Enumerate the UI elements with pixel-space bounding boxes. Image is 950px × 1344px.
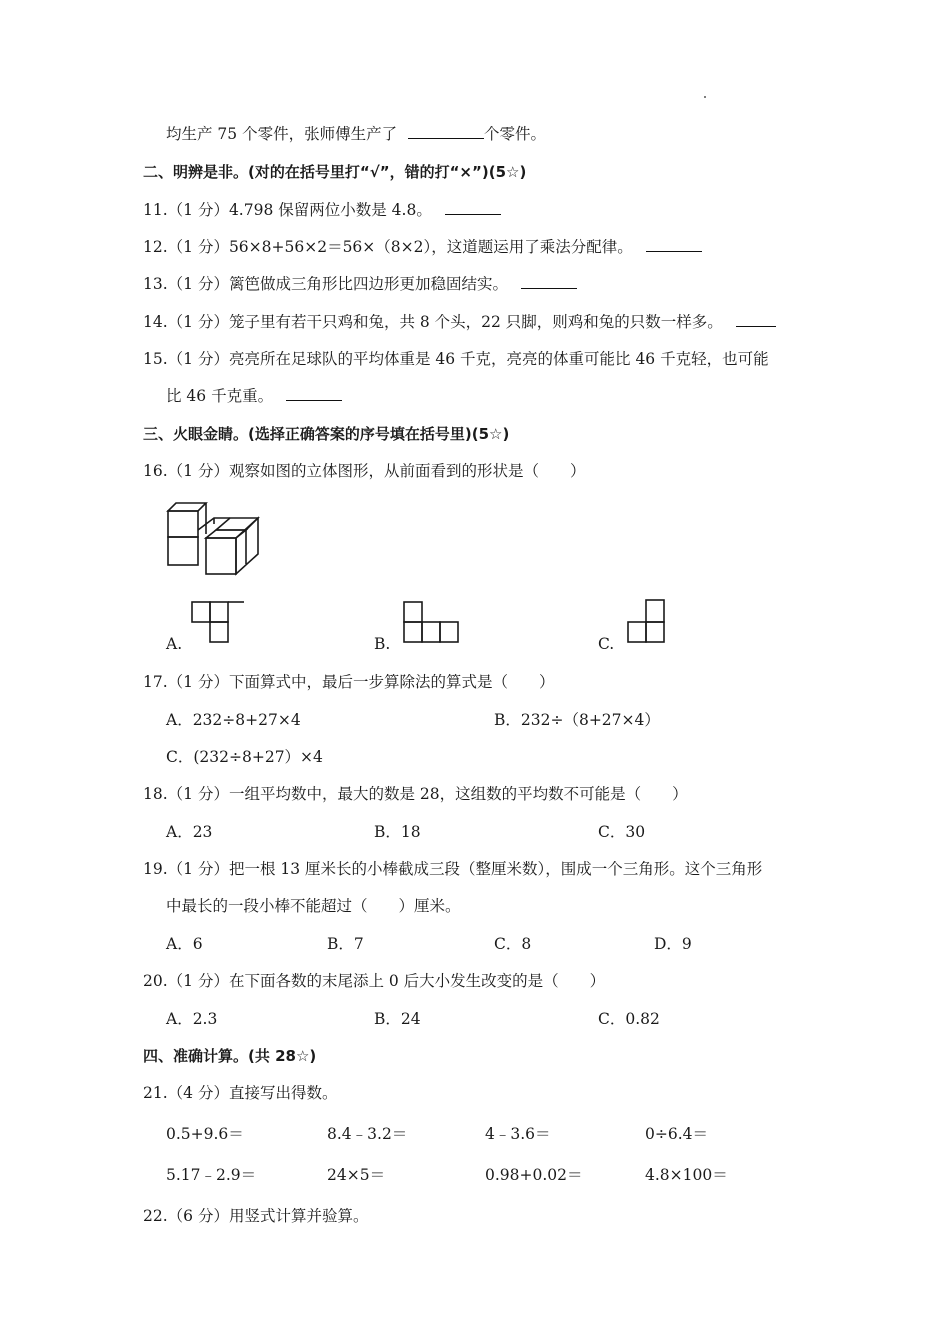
section-4-title: 四、准确计算。(共 28☆)	[143, 1047, 317, 1065]
question-20: 20.（1 分）在下面各数的末尾添上 0 后大小发生改变的是（ ）	[143, 972, 606, 990]
grid-cell	[628, 622, 646, 642]
question-11	[143, 200, 501, 220]
q20-option-b[interactable]: B．24	[374, 1010, 421, 1028]
grid-cell	[404, 602, 422, 622]
q18-option-b[interactable]: B．18	[374, 823, 421, 841]
calc-item[interactable]: 5.17﹣2.9＝	[166, 1166, 257, 1184]
question-15-line2	[166, 386, 342, 406]
question-12	[143, 237, 702, 257]
q20-option-c[interactable]: C．0.82	[598, 1010, 660, 1028]
question-21: 21.（4 分）直接写出得数。	[143, 1084, 338, 1102]
q19-option-a[interactable]: A．6	[166, 935, 203, 953]
q13-text: 13.（1 分）篱笆做成三角形比四边形更加稳固结实。	[143, 275, 508, 293]
cube-top-face	[168, 503, 206, 511]
grid-cell	[422, 622, 440, 642]
q16-option-c-shape[interactable]	[626, 598, 670, 646]
q11-answer-blank[interactable]	[445, 200, 501, 215]
grid-cell	[210, 622, 228, 642]
q16-option-a-shape[interactable]	[190, 600, 246, 644]
cube-front-face	[206, 538, 236, 574]
q10-text: 均生产 75 个零件，张师傅生产了	[166, 125, 398, 143]
question-14	[143, 312, 776, 332]
q12-text: 12.（1 分）56×8+56×2＝56×（8×2），这道题运用了乘法分配律。	[143, 238, 633, 256]
question-15-line1: 15.（1 分）亮亮所在足球队的平均体重是 46 千克，亮亮的体重可能比 46 千克轻，也可能	[143, 350, 769, 368]
question-17: 17.（1 分）下面算式中，最后一步算除法的算式是（ ）	[143, 673, 555, 691]
q16-option-a-label[interactable]: A.	[166, 635, 183, 653]
section-3-title: 三、火眼金睛。(选择正确答案的序号填在括号里)(5☆)	[143, 425, 510, 443]
q14-text: 14.（1 分）笼子里有若干只鸡和兔，共 8 个头，22 只脚，则鸡和兔的只数一样多。	[143, 313, 723, 331]
q10-suffix: 个零件。	[484, 125, 547, 143]
q15-answer-blank[interactable]	[286, 386, 342, 401]
q20-option-a[interactable]: A．2.3	[166, 1010, 218, 1028]
question-22: 22.（6 分）用竖式计算并验算。	[143, 1207, 369, 1225]
calc-item[interactable]: 4﹣3.6＝	[485, 1125, 551, 1143]
cube-stack-figure	[160, 496, 260, 576]
q17-option-c[interactable]: C．(232÷8+27）×4	[166, 748, 323, 766]
scan-speck	[704, 96, 706, 98]
cube-lower-front	[168, 537, 198, 565]
calc-item[interactable]: 4.8×100＝	[645, 1166, 728, 1184]
calc-item[interactable]: 0÷6.4＝	[645, 1125, 708, 1143]
grid-cell	[440, 622, 458, 642]
cube-side-face	[236, 518, 258, 574]
q11-text: 11.（1 分）4.798 保留两位小数是 4.8。	[143, 201, 432, 219]
q19-option-b[interactable]: B．7	[327, 935, 364, 953]
question-18: 18.（1 分）一组平均数中，最大的数是 28，这组数的平均数不可能是（ ）	[143, 785, 688, 803]
q19-option-c[interactable]: C．8	[494, 935, 532, 953]
q16-option-b-shape[interactable]	[402, 600, 464, 644]
grid-cell	[404, 622, 422, 642]
q16-option-c-label[interactable]: C.	[598, 635, 615, 653]
cube-upper-front	[168, 511, 198, 537]
grid-cell	[646, 622, 664, 642]
q18-option-c[interactable]: C．30	[598, 823, 646, 841]
q12-answer-blank[interactable]	[646, 237, 702, 252]
calc-item[interactable]: 0.5+9.6＝	[166, 1125, 244, 1143]
calc-item[interactable]: 24×5＝	[327, 1166, 386, 1184]
q14-answer-blank[interactable]	[736, 312, 776, 327]
grid-cell	[646, 600, 664, 622]
calc-item[interactable]: 0.98+0.02＝	[485, 1166, 583, 1184]
grid-cell	[210, 602, 228, 622]
question-19-line1: 19.（1 分）把一根 13 厘米长的小棒截成三段（整厘米数），围成一个三角形。这个三角形	[143, 860, 763, 878]
q18-option-a[interactable]: A．23	[166, 823, 213, 841]
question-19-line2: 中最长的一段小棒不能超过（ ）厘米。	[166, 897, 461, 915]
q17-option-b[interactable]: B．232÷（8+27×4）	[494, 711, 660, 729]
calc-item[interactable]: 8.4﹣3.2＝	[327, 1125, 408, 1143]
q19-option-d[interactable]: D．9	[654, 935, 692, 953]
question-13	[143, 274, 577, 294]
q15-text: 比 46 千克重。	[166, 387, 274, 405]
q10-answer-blank[interactable]	[408, 124, 484, 139]
q10-continuation	[166, 124, 546, 144]
question-16: 16.（1 分）观察如图的立体图形，从前面看到的形状是（ ）	[143, 462, 586, 480]
q16-option-b-label[interactable]: B.	[374, 635, 391, 653]
grid-cell	[192, 602, 210, 622]
section-2-title: 二、明辨是非。(对的在括号里打“√”，错的打“×”)(5☆)	[143, 163, 527, 181]
q13-answer-blank[interactable]	[521, 274, 577, 289]
q17-option-a[interactable]: A．232÷8+27×4	[166, 711, 301, 729]
